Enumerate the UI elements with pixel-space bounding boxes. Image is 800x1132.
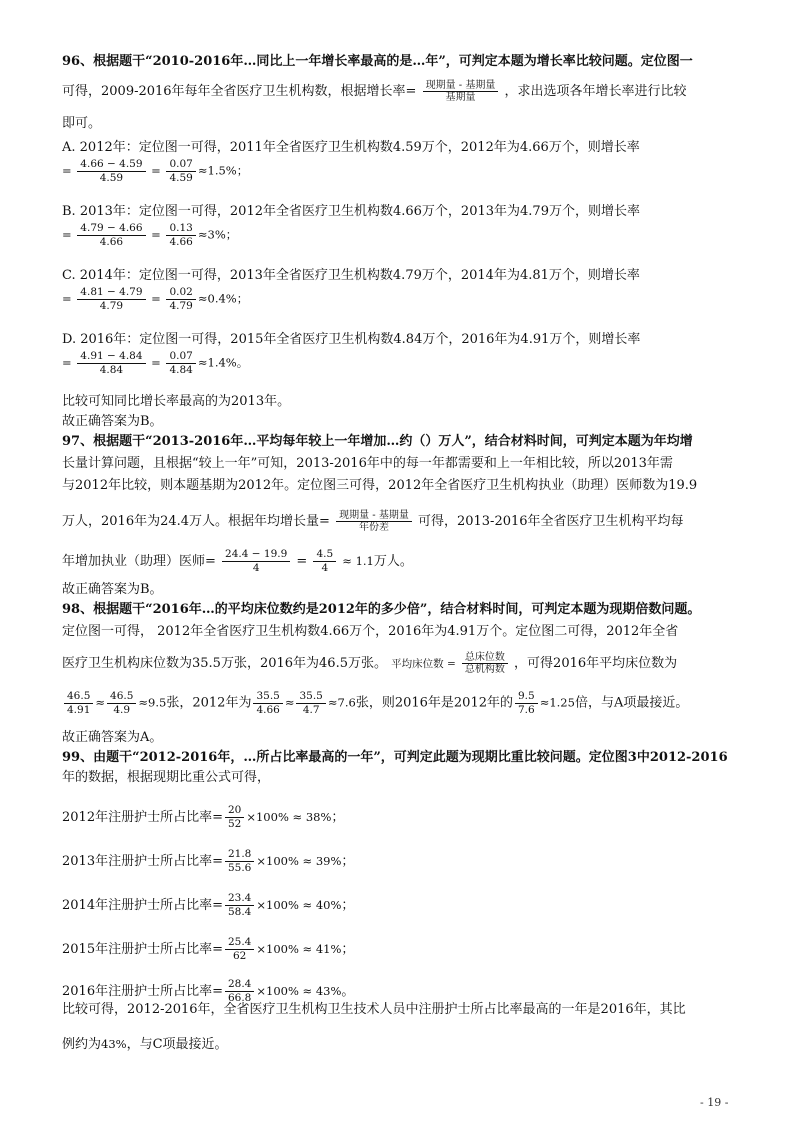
q96-answer: 故正确答案为B。 xyxy=(62,414,163,429)
denominator: 4.91 xyxy=(67,704,91,716)
q97-line2: 长量计算问题，且根据“较上一年”可知，2013-2016年中的每一年都需要和上一年相比较，所以2013年需 xyxy=(62,456,673,471)
q99-conclusion: 比较可得，2012-2016年，全省医疗卫生机构卫生技术人员中注册护士所占比率最高的一年是2016年，其比 xyxy=(62,1002,686,1017)
fraction xyxy=(166,286,195,313)
numerator: 4.91 − 4.84 xyxy=(77,350,145,364)
denominator: 4 xyxy=(252,562,260,574)
denominator: 7.6 xyxy=(517,704,535,716)
fraction xyxy=(225,892,254,919)
row-label: 2014年注册护士所占比率= xyxy=(62,898,223,913)
q99-row xyxy=(62,848,354,875)
q97-text: 年增加执业（助理）医师= xyxy=(62,554,216,569)
annual-growth-formula xyxy=(336,510,412,533)
result: ×100% ≈ 43% xyxy=(256,984,342,998)
q96-option-b-calc: = $\frac{4.79 - 4.66}{4.66}$ = $\frac{0.13}{4.66}$ ≈3%； xyxy=(62,222,238,248)
numerator: 4.81 − 4.79 xyxy=(77,286,145,300)
denominator: 4.66 xyxy=(169,236,193,248)
numerator: 20 xyxy=(225,804,244,818)
q98-answer: 故正确答案为A。 xyxy=(62,730,163,745)
q97-text: 可得，2013-2016年全省医疗卫生机构平均每 xyxy=(417,514,684,529)
denominator: 4.84 xyxy=(169,364,193,376)
avg-beds-formula xyxy=(462,652,508,675)
row-label: 2012年注册护士所占比率= xyxy=(62,810,223,825)
result: ≈1.5% xyxy=(197,163,237,178)
denominator: 4.66 xyxy=(256,704,280,716)
q96-text: 可得，2009-2016年每年全省医疗卫生机构数，根据增长率= xyxy=(62,84,417,99)
denominator: 4.59 xyxy=(99,172,124,184)
denominator: 62 xyxy=(232,950,247,962)
q96-line1 xyxy=(62,52,693,72)
numerator: 35.5 xyxy=(296,690,325,704)
row-label: 2015年注册护士所占比率= xyxy=(62,942,223,957)
result: ≈1.4% xyxy=(197,355,237,370)
denominator: 55.6 xyxy=(227,862,252,874)
row-label: 2016年注册护士所占比率= xyxy=(62,984,223,999)
q96-option-d: D. 2016年：定位图一可得，2015年全省医疗卫生机构数4.84万个，2016年为4.91万个，则增长率 xyxy=(62,332,641,347)
q96-option-c: C. 2014年：定位图一可得，2013年全省医疗卫生机构数4.79万个，2014年为4.81万个，则增长率 xyxy=(62,268,640,283)
result: 43% xyxy=(101,1037,127,1051)
q96-option-b: B. 2013年：定位图一可得，2012年全省医疗卫生机构数4.66万个，2013年为4.79万个，则增长率 xyxy=(62,204,640,219)
numerator: 28.4 xyxy=(225,978,254,992)
fraction xyxy=(64,690,93,717)
punct: ； xyxy=(341,942,355,957)
page-number: - 19 - xyxy=(700,1096,729,1109)
formula-denominator: 年份差 xyxy=(358,522,389,533)
q98-line4: $\frac{46.5}{4.91}$ ≈ $\frac{46.5}{4.9}$ ≈9.5张，2012年为 $\frac{35.5}{4.66}$ ≈ $\frac{35.5}{4.7}$ ≈7.6张，则2016年是2012年的 $\frac{9.5}{7.6}$ ≈1.25倍，与A项最接近。 xyxy=(62,690,688,717)
numerator: 46.5 xyxy=(107,690,136,704)
numerator: 9.5 xyxy=(515,690,538,704)
numerator: 25.4 xyxy=(225,936,254,950)
q97-text: 万人，2016年为24.4万人。根据年均增长量= xyxy=(62,514,330,529)
q96-option-d-calc: = $\frac{4.91 - 4.84}{4.84}$ = $\frac{0.07}{4.84}$ ≈1.4%。 xyxy=(62,350,249,376)
q99-text: 例约为 xyxy=(62,1037,102,1052)
formula-numerator: 总床位数 xyxy=(462,652,508,664)
fraction xyxy=(77,286,145,313)
fraction xyxy=(107,690,136,717)
result: ≈0.4% xyxy=(197,291,237,306)
numerator: 4.66 − 4.59 xyxy=(77,158,145,172)
punct: 。 xyxy=(341,984,355,999)
numerator: 46.5 xyxy=(64,690,93,704)
fraction xyxy=(515,690,538,717)
numerator: 0.13 xyxy=(166,222,195,236)
denominator: 66.8 xyxy=(227,992,252,1004)
result: ×100% ≈ 40% xyxy=(256,898,342,912)
punct: ； xyxy=(331,810,345,825)
denominator: 4.79 xyxy=(169,300,193,312)
result: ≈1.25 xyxy=(539,695,575,710)
q98-text: 张，2012年为 xyxy=(166,695,252,711)
denominator: 4 xyxy=(321,562,329,574)
numerator: 24.4 − 19.9 xyxy=(222,548,290,562)
q98-text: 张，则2016年是2012年的 xyxy=(355,695,513,711)
row-label: 2013年注册护士所占比率= xyxy=(62,854,223,869)
q99-row xyxy=(62,804,344,831)
fraction xyxy=(77,158,145,185)
q96-text: ，求出选项各年增长率进行比较 xyxy=(504,84,687,99)
punct: ； xyxy=(341,898,355,913)
denominator: 4.9 xyxy=(113,704,131,716)
denominator: 4.84 xyxy=(99,364,124,376)
fraction xyxy=(77,222,145,249)
numerator: 0.07 xyxy=(166,158,195,172)
q96-option-a-calc: = $\frac{4.66 - 4.59}{4.59}$ = $\frac{0.07}{4.59}$ ≈1.5%； xyxy=(62,158,249,184)
q96-stem: 96、根据题干“2010-2016年…同比上一年增长率最高的是…年”，可判定本题为增长率比较问题。定位图一 xyxy=(62,54,693,69)
q96-conclusion: 比较可知同比增长率最高的为2013年。 xyxy=(62,394,291,409)
q97-text: 万人。 xyxy=(373,554,413,569)
q99-text: ，与C项最接近。 xyxy=(126,1037,228,1052)
q98-line2: 定位图一可得， 2012年全省医疗卫生机构数4.66万个，2016年为4.91万个。定位图二可得，2012年全省 xyxy=(62,624,679,639)
fraction xyxy=(166,350,195,377)
numerator: 4.79 − 4.66 xyxy=(77,222,145,236)
denominator: 4.59 xyxy=(169,172,193,184)
punct: ； xyxy=(341,854,355,869)
q96-option-c-calc: = $\frac{4.81 - 4.79}{4.79}$ = $\frac{0.02}{4.79}$ ≈0.4%； xyxy=(62,286,249,312)
formula-denominator: 总机构数 xyxy=(464,664,505,675)
q99-line2: 年的数据，根据现期比重公式可得， xyxy=(62,770,271,785)
result: ≈3% xyxy=(197,227,226,242)
numerator: 35.5 xyxy=(253,690,282,704)
q99-row xyxy=(62,936,354,963)
q96-line2 xyxy=(62,80,687,103)
fraction xyxy=(166,158,195,185)
result: ≈7.6 xyxy=(327,695,356,710)
q99-conclusion-2 xyxy=(62,1034,228,1055)
fraction xyxy=(222,548,290,575)
numerator: 0.02 xyxy=(166,286,195,300)
formula-lhs: 平均床位数 = xyxy=(391,658,456,670)
q98-line3 xyxy=(62,652,677,675)
q99-line1: 99、由题干“2012-2016年，…所占比率最高的一年”，可判定此题为现期比重比较问题。定位图3中2012-2016 xyxy=(62,750,728,765)
numerator: 23.4 xyxy=(225,892,254,906)
numerator: 4.5 xyxy=(313,548,336,562)
denominator: 4.66 xyxy=(99,236,124,248)
fraction xyxy=(253,690,282,717)
fraction xyxy=(166,222,195,249)
q96-line3: 即可。 xyxy=(62,116,102,131)
fraction xyxy=(225,936,254,963)
fraction xyxy=(296,690,325,717)
result: ×100% ≈ 38% xyxy=(246,810,332,824)
fraction xyxy=(225,848,254,875)
denominator: 58.4 xyxy=(227,906,252,918)
result: ×100% ≈ 39% xyxy=(256,854,342,868)
result: ≈ 1.1 xyxy=(342,554,374,568)
formula-denominator: 基期量 xyxy=(445,92,476,103)
q97-line5: 年增加执业（助理）医师= $\frac{24.4 - 19.9}{4}$ = $\frac{4.5}{4}$ ≈ 1.1万人。 xyxy=(62,548,413,574)
q99-row xyxy=(62,892,354,919)
q97-line4 xyxy=(62,510,684,533)
q98-text: ，可得2016年平均床位数为 xyxy=(514,656,678,671)
q98-text: 倍，与A项最接近。 xyxy=(574,695,689,711)
denominator: 4.79 xyxy=(99,300,124,312)
fraction xyxy=(225,804,244,831)
result: ×100% ≈ 41% xyxy=(256,942,342,956)
q98-line1: 98、根据题干“2016年…的平均床位数约是2012年的多少倍”，结合材料时间，可判定本题为现期倍数问题。 xyxy=(62,602,701,617)
q97-line3: 与2012年比较，则本题基期为2012年。定位图三可得，2012年全省医疗卫生机构执业（助理）医师数为19.9 xyxy=(62,478,698,493)
result: ≈9.5 xyxy=(138,695,167,710)
q98-text: 医疗卫生机构床位数为35.5万张，2016年为46.5万张。 xyxy=(62,656,387,671)
fraction xyxy=(77,350,145,377)
q97-line1: 97、根据题干“2013-2016年…平均每年较上一年增加…约（）万人”，结合材料时间，可判定本题为年均增 xyxy=(62,434,693,449)
fraction xyxy=(313,548,336,575)
growth-rate-formula xyxy=(423,80,499,103)
formula-numerator: 现期量 - 基期量 xyxy=(336,510,412,522)
numerator: 21.8 xyxy=(225,848,254,862)
numerator: 0.07 xyxy=(166,350,195,364)
denominator: 52 xyxy=(227,818,242,830)
q96-option-a: A. 2012年：定位图一可得，2011年全省医疗卫生机构数4.59万个，2012年为4.66万个，则增长率 xyxy=(62,140,640,155)
denominator: 4.7 xyxy=(302,704,320,716)
q97-answer: 故正确答案为B。 xyxy=(62,582,163,597)
formula-numerator: 现期量 - 基期量 xyxy=(423,80,499,92)
